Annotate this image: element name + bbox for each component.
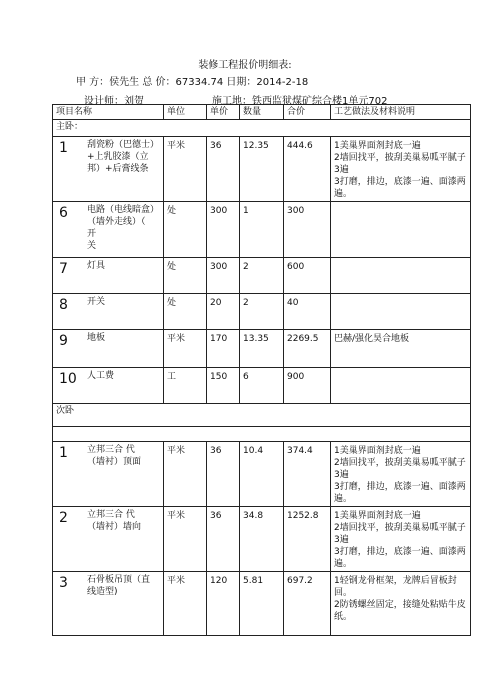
item-cell [53, 330, 164, 368]
item-cell [53, 442, 164, 507]
process-line: 3打磨，排边，底漆一遍、面漆两遍。 [334, 177, 466, 199]
line-total: 2269.5 [284, 330, 331, 368]
unit-price: 300 [207, 258, 240, 294]
line-total: 444.6 [284, 137, 331, 202]
quantity: 34.8 [240, 507, 284, 572]
item-cell [53, 572, 164, 636]
item-name: 电路（电线暗盒） （墙外走线）（ 开 关 [87, 205, 160, 251]
unit: 处 [164, 258, 207, 294]
line-total: 1252.8 [284, 507, 331, 572]
quantity: 5.81 [240, 572, 284, 636]
unit: 平米 [164, 137, 207, 202]
item-number: 9 [59, 333, 68, 349]
process-line: 2墙回找平，披刮美巢易呱平腻子3遍 [334, 153, 466, 175]
quote-table [52, 104, 471, 636]
header-row [53, 105, 471, 120]
process-line: 巴赫/强化昊合地板 [334, 334, 410, 344]
item-number: 7 [59, 261, 68, 277]
process-notes [331, 294, 471, 330]
line-total: 300 [284, 202, 331, 258]
item-cell [53, 202, 164, 258]
item-name: 刮瓷粉（巴德士） +上乳胶漆（立 邦）+后膏线条 [87, 140, 160, 174]
table-row [53, 368, 471, 404]
item-name: 立邦三合 代 （墙衬）墙向 [87, 510, 142, 532]
process-notes [331, 258, 471, 294]
unit-price: 170 [207, 330, 240, 368]
table-row [53, 442, 471, 507]
item-name: 开关 [87, 297, 106, 307]
item-name: 地板 [87, 333, 106, 343]
item-number: 1 [59, 445, 68, 461]
item-name: 立邦三合 代 （墙衬）顶面 [87, 445, 142, 467]
line-total: 697.2 [284, 572, 331, 636]
process-line: 1美巢界面剂封底一遍 [334, 511, 421, 521]
process-line: 2墙回找平，披刮美巢易呱平腻子3遍 [334, 523, 466, 545]
unit-price: 20 [207, 294, 240, 330]
process-notes [331, 507, 471, 572]
item-number: 10 [59, 371, 77, 387]
process-notes [331, 442, 471, 507]
item-cell [53, 258, 164, 294]
item-number: 3 [59, 575, 68, 591]
page-title: 装修工程报价明细表: [198, 60, 292, 71]
quantity: 12.35 [240, 137, 284, 202]
process-line: 2防锈螺丝固定，接缝处粘贴牛皮纸。 [334, 600, 466, 622]
client-total-date: 甲 方：侯先生 总 价：67334.74 日期：2014-2-18 [76, 77, 309, 88]
col-header: 单位 [164, 105, 207, 120]
process-notes [331, 137, 471, 202]
process-notes [331, 572, 471, 636]
unit: 平米 [164, 330, 207, 368]
process-line: 3打磨，排边，底漆一遍、面漆两遍。 [334, 482, 466, 504]
quantity: 10.4 [240, 442, 284, 507]
line-total: 374.4 [284, 442, 331, 507]
site-address: 施工地：铁西监狱煤矿综合楼1单元702 [212, 96, 388, 107]
col-header: 单价 [207, 105, 240, 120]
designer: 设计师：刘贺 [84, 96, 144, 107]
table-row [53, 202, 471, 258]
quantity: 2 [240, 294, 284, 330]
item-number: 2 [59, 510, 68, 526]
col-header: 项目名称 [53, 105, 164, 120]
unit: 处 [164, 202, 207, 258]
unit: 平米 [164, 572, 207, 636]
table-row [53, 294, 471, 330]
process-notes [331, 368, 471, 404]
table-row [53, 572, 471, 636]
unit-price: 120 [207, 572, 240, 636]
quantity: 6 [240, 368, 284, 404]
item-name: 人工费 [87, 371, 115, 381]
unit: 工 [164, 368, 207, 404]
process-line: 1美巢界面剂封底一遍 [334, 446, 421, 456]
unit-price: 300 [207, 202, 240, 258]
item-number: 6 [59, 205, 68, 221]
item-name: 灯具 [87, 261, 106, 271]
item-cell [53, 294, 164, 330]
line-total: 40 [284, 294, 331, 330]
item-number: 8 [59, 297, 68, 313]
item-name: 石骨板吊顶（直 线造型) [87, 575, 151, 597]
process-notes [331, 330, 471, 368]
unit: 平米 [164, 507, 207, 572]
table-row [53, 258, 471, 294]
unit-price: 36 [207, 442, 240, 507]
item-cell [53, 137, 164, 202]
spacer-row [53, 427, 471, 442]
process-notes [331, 202, 471, 258]
col-header: 数量 [240, 105, 284, 120]
table-row [53, 507, 471, 572]
section-label: 次卧 [53, 404, 471, 427]
table-row [53, 330, 471, 368]
line-total: 600 [284, 258, 331, 294]
item-cell [53, 507, 164, 572]
table-row [53, 137, 471, 202]
unit: 处 [164, 294, 207, 330]
col-header: 合价 [284, 105, 331, 120]
col-header: 工艺做法及材料说明 [331, 105, 471, 120]
quantity: 1 [240, 202, 284, 258]
process-line: 2墙回找平，披刮美巢易呱平腻子3遍 [334, 458, 466, 480]
unit: 平米 [164, 442, 207, 507]
unit-price: 36 [207, 507, 240, 572]
unit-price: 150 [207, 368, 240, 404]
process-line: 1轻钢龙骨框架，龙牌后冒板封回。 [334, 576, 457, 598]
quantity: 2 [240, 258, 284, 294]
section-label: 主卧： [53, 120, 471, 137]
unit-price: 36 [207, 137, 240, 202]
item-number: 1 [59, 140, 68, 156]
item-cell [53, 368, 164, 404]
line-total: 900 [284, 368, 331, 404]
process-line: 1美巢界面剂封底一遍 [334, 141, 421, 151]
process-line: 3打磨，排边，底漆一遍、面漆两遍。 [334, 547, 466, 569]
quantity: 13.35 [240, 330, 284, 368]
